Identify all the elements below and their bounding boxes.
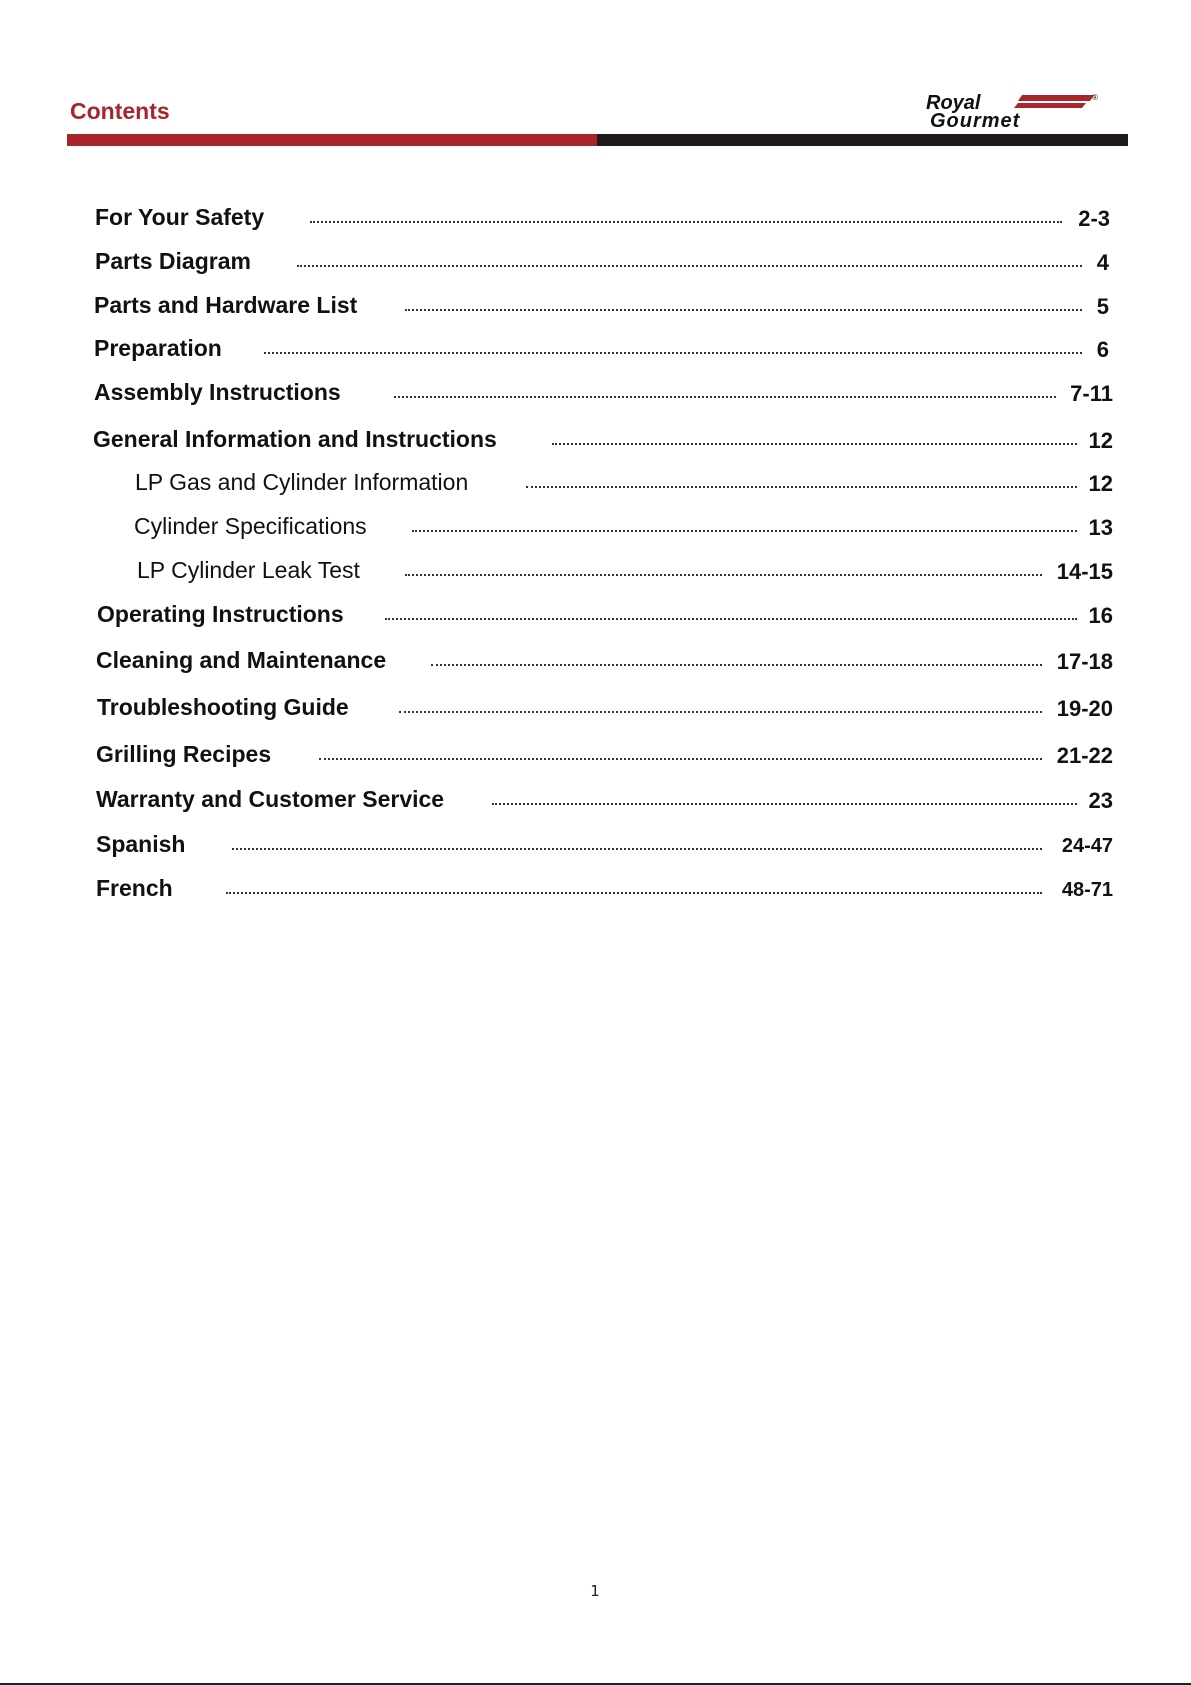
toc-item[interactable] [0,333,1191,367]
page-title: Contents [70,98,170,124]
toc-item-label: Cylinder Specifications [134,513,367,539]
toc-leader-dots [405,574,1042,576]
toc-item-label: Preparation [94,335,222,361]
toc-item-page: 14-15 [1056,559,1113,584]
toc-item-page: 7-11 [1070,381,1113,406]
toc-item-page: 16 [1088,603,1113,628]
toc-item-page: 17-18 [1056,649,1113,674]
toc-item[interactable] [0,599,1191,633]
header-bar [67,134,1128,146]
toc-item-page: 24-47 [1061,835,1113,857]
royal-gourmet-logo [924,92,1104,130]
toc-leader-dots [431,664,1042,666]
toc-item-page: 48-71 [1061,879,1113,901]
toc-item[interactable] [0,692,1191,726]
toc-leader-dots [232,848,1042,850]
toc-item-page: 6 [1096,337,1109,362]
toc-subitem[interactable] [0,467,1191,501]
toc-item-label: Parts and Hardware List [94,292,358,318]
toc-item-page: 21-22 [1056,743,1113,768]
toc-leader-dots [297,265,1082,267]
toc-item-label: Grilling Recipes [96,741,272,767]
toc-item-label: Assembly Instructions [94,379,341,405]
flame-icon [1014,95,1094,108]
toc-item-page: 12 [1088,471,1113,496]
toc-leader-dots [394,396,1056,398]
toc-leader-dots [405,309,1082,311]
toc-item[interactable] [0,377,1191,411]
toc-leader-dots [385,618,1077,620]
toc-leader-dots [492,803,1077,805]
toc-item[interactable] [0,645,1191,679]
toc-item-page: 2-3 [1078,206,1110,231]
toc-item-page: 19-20 [1056,696,1113,721]
header-bar-dark-segment [597,134,1128,146]
toc-subitem[interactable] [0,555,1191,589]
toc-item-label: LP Cylinder Leak Test [137,557,360,583]
toc-item-label: Parts Diagram [95,248,251,274]
toc-leader-dots [526,486,1077,488]
toc-item[interactable] [0,784,1191,818]
toc-item[interactable] [0,202,1191,236]
toc-item-label: Warranty and Customer Service [96,786,445,812]
toc-item-label: LP Gas and Cylinder Information [135,469,469,495]
toc-leader-dots [412,530,1077,532]
toc-item[interactable] [0,424,1191,458]
toc-item[interactable] [0,873,1191,907]
header-bar-red-segment [67,134,597,146]
toc-item-label: French [96,875,173,901]
toc-item-page: 12 [1088,428,1113,453]
toc-item[interactable] [0,739,1191,773]
toc-leader-dots [264,352,1082,354]
logo-registered-mark: ® [1092,93,1098,102]
toc-item-label: General Information and Instructions [93,426,497,452]
toc-item-page: 5 [1096,294,1109,319]
toc-item-label: Troubleshooting Guide [97,694,349,720]
toc-item-page: 13 [1088,515,1113,540]
toc-item-label: Cleaning and Maintenance [96,647,387,673]
toc-item-page: 23 [1088,788,1113,813]
toc-leader-dots [399,711,1042,713]
page-number: 1 [590,1582,600,1600]
toc-item[interactable] [0,246,1191,280]
toc-subitem[interactable] [0,511,1191,545]
toc-leader-dots [319,758,1042,760]
toc-item-label: Spanish [96,831,186,857]
logo-text-bottom: Gourmet [930,110,1021,130]
toc-leader-dots [226,892,1042,894]
toc-item-label: Operating Instructions [97,601,344,627]
logo-text-top: Royal [926,92,981,114]
toc-leader-dots [552,443,1077,445]
toc-item-label: For Your Safety [95,204,265,230]
toc-item-page: 4 [1096,250,1109,275]
toc-item[interactable] [0,829,1191,863]
toc-item[interactable] [0,290,1191,324]
toc-leader-dots [310,221,1062,223]
